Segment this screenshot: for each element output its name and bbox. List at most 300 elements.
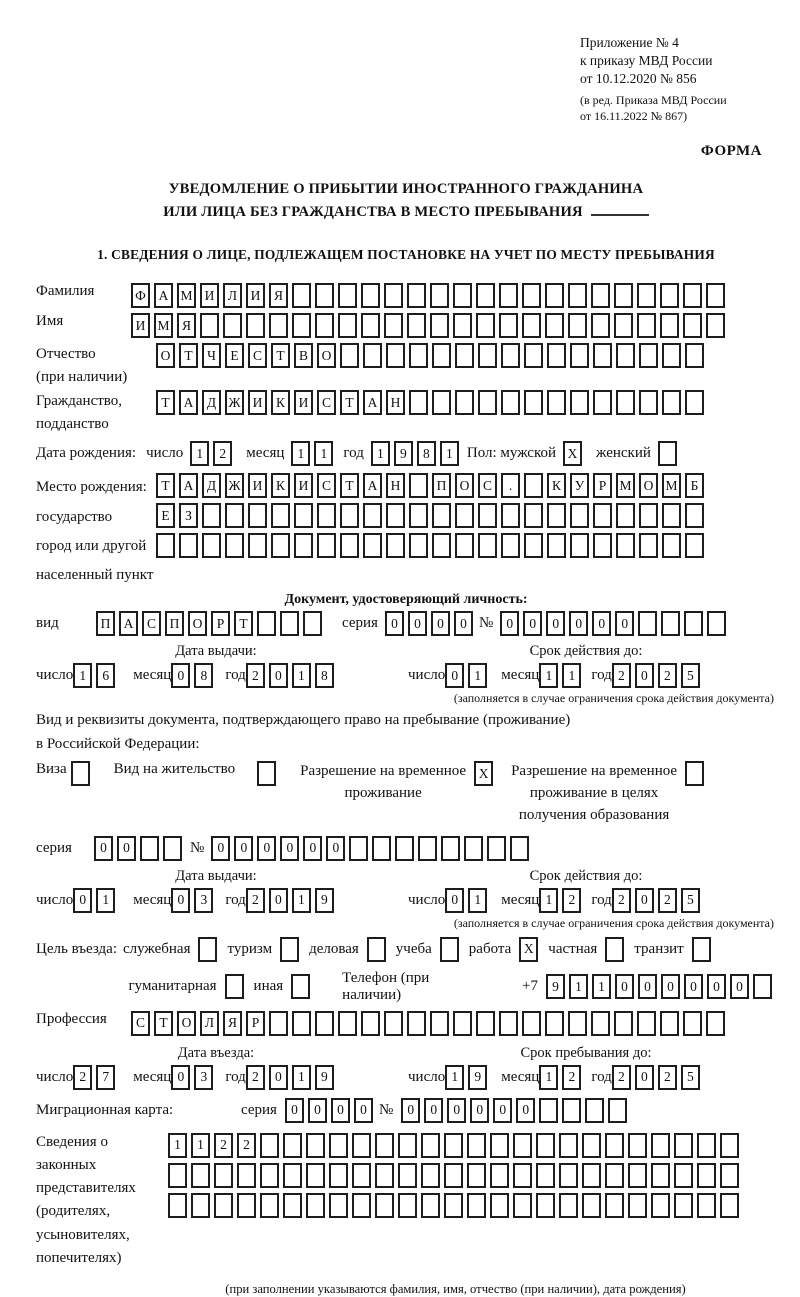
form-cell[interactable] <box>685 343 704 368</box>
form-cell[interactable] <box>384 283 403 308</box>
form-cell[interactable]: 0 <box>546 611 565 636</box>
form-cell[interactable] <box>168 1193 187 1218</box>
form-cell[interactable]: 0 <box>117 836 136 861</box>
form-cell[interactable] <box>706 283 725 308</box>
form-cell[interactable] <box>478 503 497 528</box>
form-cell[interactable] <box>168 1163 187 1188</box>
form-cell[interactable]: 0 <box>615 974 634 999</box>
checkbox-purpose-private[interactable] <box>605 937 624 962</box>
form-cell[interactable]: 1 <box>539 888 558 913</box>
form-cell[interactable] <box>683 313 702 338</box>
form-cell[interactable]: Я <box>269 283 288 308</box>
form-cell[interactable]: 9 <box>546 974 565 999</box>
form-cell[interactable] <box>660 283 679 308</box>
form-cell[interactable]: 1 <box>569 974 588 999</box>
form-cell[interactable] <box>582 1163 601 1188</box>
form-cell[interactable] <box>214 1163 233 1188</box>
form-cell[interactable]: Д <box>202 473 221 498</box>
form-cell[interactable] <box>651 1193 670 1218</box>
form-cell[interactable]: 1 <box>292 663 311 688</box>
form-cell[interactable] <box>614 313 633 338</box>
form-cell[interactable] <box>363 343 382 368</box>
form-cell[interactable]: Л <box>223 283 242 308</box>
form-cell[interactable] <box>539 1098 558 1123</box>
form-cell[interactable] <box>720 1163 739 1188</box>
form-cell[interactable] <box>361 313 380 338</box>
form-cell[interactable]: Н <box>386 473 405 498</box>
form-cell[interactable]: 8 <box>417 441 436 466</box>
form-cell[interactable]: 1 <box>539 663 558 688</box>
form-cell[interactable]: 3 <box>194 1065 213 1090</box>
form-cell[interactable] <box>432 503 451 528</box>
form-cell[interactable] <box>294 503 313 528</box>
form-cell[interactable]: 2 <box>612 1065 631 1090</box>
form-cell[interactable] <box>683 1011 702 1036</box>
form-cell[interactable] <box>706 1011 725 1036</box>
form-cell[interactable] <box>352 1193 371 1218</box>
form-cell[interactable]: П <box>96 611 115 636</box>
form-cell[interactable]: М <box>177 283 196 308</box>
form-cell[interactable] <box>545 283 564 308</box>
form-cell[interactable] <box>430 313 449 338</box>
form-cell[interactable] <box>499 1011 518 1036</box>
form-cell[interactable]: 1 <box>592 974 611 999</box>
form-cell[interactable] <box>306 1133 325 1158</box>
form-cell[interactable] <box>593 343 612 368</box>
form-cell[interactable] <box>292 313 311 338</box>
form-cell[interactable] <box>707 611 726 636</box>
form-cell[interactable] <box>616 390 635 415</box>
form-cell[interactable]: 1 <box>468 888 487 913</box>
form-cell[interactable] <box>386 503 405 528</box>
form-cell[interactable]: 2 <box>246 663 265 688</box>
form-cell[interactable]: 0 <box>257 836 276 861</box>
form-cell[interactable] <box>421 1163 440 1188</box>
form-cell[interactable] <box>614 1011 633 1036</box>
form-cell[interactable]: Б <box>685 473 704 498</box>
form-cell[interactable] <box>441 836 460 861</box>
form-cell[interactable]: А <box>119 611 138 636</box>
form-cell[interactable]: А <box>179 390 198 415</box>
form-cell[interactable]: 0 <box>269 663 288 688</box>
form-cell[interactable] <box>697 1133 716 1158</box>
form-cell[interactable] <box>513 1133 532 1158</box>
form-cell[interactable]: 1 <box>96 888 115 913</box>
form-cell[interactable]: 0 <box>385 611 404 636</box>
form-cell[interactable]: Т <box>234 611 253 636</box>
form-cell[interactable] <box>418 836 437 861</box>
form-cell[interactable] <box>246 313 265 338</box>
form-cell[interactable] <box>685 390 704 415</box>
form-cell[interactable] <box>315 283 334 308</box>
form-cell[interactable]: 0 <box>445 663 464 688</box>
form-cell[interactable] <box>191 1193 210 1218</box>
form-cell[interactable] <box>662 533 681 558</box>
form-cell[interactable] <box>651 1133 670 1158</box>
form-cell[interactable]: К <box>271 390 290 415</box>
form-cell[interactable]: 2 <box>658 1065 677 1090</box>
form-cell[interactable] <box>407 1011 426 1036</box>
form-cell[interactable]: 6 <box>96 663 115 688</box>
form-cell[interactable] <box>616 503 635 528</box>
form-cell[interactable] <box>409 473 428 498</box>
form-cell[interactable] <box>536 1163 555 1188</box>
form-cell[interactable]: 5 <box>681 1065 700 1090</box>
form-cell[interactable] <box>568 313 587 338</box>
form-cell[interactable]: 7 <box>96 1065 115 1090</box>
form-cell[interactable] <box>628 1193 647 1218</box>
checkbox-visa[interactable] <box>71 761 90 786</box>
form-cell[interactable] <box>421 1193 440 1218</box>
form-cell[interactable]: 2 <box>246 1065 265 1090</box>
form-cell[interactable] <box>329 1133 348 1158</box>
form-cell[interactable]: 0 <box>635 663 654 688</box>
checkbox-purpose-tourism[interactable] <box>280 937 299 962</box>
form-cell[interactable]: 0 <box>234 836 253 861</box>
form-cell[interactable]: А <box>154 283 173 308</box>
form-cell[interactable] <box>432 343 451 368</box>
form-cell[interactable] <box>453 313 472 338</box>
form-cell[interactable] <box>409 390 428 415</box>
form-cell[interactable] <box>605 1163 624 1188</box>
form-cell[interactable]: 2 <box>612 888 631 913</box>
form-cell[interactable]: 0 <box>569 611 588 636</box>
form-cell[interactable] <box>490 1193 509 1218</box>
form-cell[interactable] <box>317 503 336 528</box>
form-cell[interactable]: 2 <box>658 888 677 913</box>
form-cell[interactable]: Д <box>202 390 221 415</box>
form-cell[interactable] <box>605 1133 624 1158</box>
form-cell[interactable]: 0 <box>211 836 230 861</box>
form-cell[interactable]: 0 <box>171 1065 190 1090</box>
form-cell[interactable] <box>674 1133 693 1158</box>
form-cell[interactable] <box>467 1163 486 1188</box>
form-cell[interactable]: 1 <box>539 1065 558 1090</box>
form-cell[interactable] <box>407 313 426 338</box>
form-cell[interactable]: П <box>165 611 184 636</box>
form-cell[interactable] <box>283 1133 302 1158</box>
form-cell[interactable] <box>315 1011 334 1036</box>
form-cell[interactable]: Л <box>200 1011 219 1036</box>
form-cell[interactable]: 0 <box>523 611 542 636</box>
form-cell[interactable] <box>200 313 219 338</box>
form-cell[interactable] <box>568 1011 587 1036</box>
form-cell[interactable]: Е <box>225 343 244 368</box>
form-cell[interactable] <box>545 1011 564 1036</box>
form-cell[interactable] <box>513 1193 532 1218</box>
form-cell[interactable] <box>490 1133 509 1158</box>
form-cell[interactable] <box>455 343 474 368</box>
form-cell[interactable]: В <box>294 343 313 368</box>
form-cell[interactable] <box>363 533 382 558</box>
form-cell[interactable] <box>478 533 497 558</box>
form-cell[interactable]: 1 <box>292 888 311 913</box>
form-cell[interactable]: 0 <box>401 1098 420 1123</box>
form-cell[interactable]: 0 <box>73 888 92 913</box>
checkbox-male[interactable]: X <box>563 441 582 466</box>
form-cell[interactable] <box>637 1011 656 1036</box>
form-cell[interactable] <box>499 313 518 338</box>
form-cell[interactable] <box>536 1133 555 1158</box>
form-cell[interactable]: 0 <box>445 888 464 913</box>
form-cell[interactable] <box>352 1133 371 1158</box>
form-cell[interactable]: И <box>248 473 267 498</box>
form-cell[interactable] <box>513 1163 532 1188</box>
form-cell[interactable] <box>524 390 543 415</box>
form-cell[interactable] <box>570 343 589 368</box>
form-cell[interactable]: 0 <box>730 974 749 999</box>
form-cell[interactable] <box>409 533 428 558</box>
form-cell[interactable]: И <box>131 313 150 338</box>
form-cell[interactable] <box>547 390 566 415</box>
form-cell[interactable] <box>582 1133 601 1158</box>
form-cell[interactable]: 2 <box>562 1065 581 1090</box>
form-cell[interactable] <box>283 1193 302 1218</box>
form-cell[interactable] <box>430 283 449 308</box>
form-cell[interactable] <box>280 611 299 636</box>
form-cell[interactable] <box>547 343 566 368</box>
form-cell[interactable]: 1 <box>190 441 209 466</box>
form-cell[interactable] <box>651 1163 670 1188</box>
form-cell[interactable] <box>720 1193 739 1218</box>
form-cell[interactable] <box>697 1193 716 1218</box>
form-cell[interactable] <box>476 313 495 338</box>
form-cell[interactable] <box>510 836 529 861</box>
form-cell[interactable] <box>375 1133 394 1158</box>
form-cell[interactable] <box>444 1133 463 1158</box>
form-cell[interactable] <box>639 343 658 368</box>
form-cell[interactable]: 2 <box>612 663 631 688</box>
form-cell[interactable] <box>315 313 334 338</box>
form-cell[interactable]: У <box>570 473 589 498</box>
form-cell[interactable] <box>306 1193 325 1218</box>
form-cell[interactable]: 0 <box>331 1098 350 1123</box>
form-cell[interactable]: Р <box>211 611 230 636</box>
form-cell[interactable] <box>421 1133 440 1158</box>
form-cell[interactable] <box>524 343 543 368</box>
form-cell[interactable]: И <box>200 283 219 308</box>
form-cell[interactable]: 9 <box>468 1065 487 1090</box>
form-cell[interactable]: 0 <box>171 888 190 913</box>
form-cell[interactable]: Т <box>340 473 359 498</box>
form-cell[interactable] <box>501 390 520 415</box>
form-cell[interactable]: М <box>154 313 173 338</box>
form-cell[interactable] <box>248 503 267 528</box>
form-cell[interactable] <box>223 313 242 338</box>
form-cell[interactable]: О <box>639 473 658 498</box>
form-cell[interactable] <box>269 313 288 338</box>
form-cell[interactable]: 1 <box>168 1133 187 1158</box>
form-cell[interactable] <box>605 1193 624 1218</box>
form-cell[interactable]: Р <box>593 473 612 498</box>
checkbox-purpose-humanitarian[interactable] <box>225 974 244 999</box>
form-cell[interactable] <box>340 503 359 528</box>
form-cell[interactable]: З <box>179 503 198 528</box>
form-cell[interactable]: 1 <box>440 441 459 466</box>
form-cell[interactable] <box>568 283 587 308</box>
checkbox-purpose-official[interactable] <box>198 937 217 962</box>
form-cell[interactable] <box>697 1163 716 1188</box>
form-cell[interactable]: Ж <box>225 473 244 498</box>
form-cell[interactable]: Т <box>156 390 175 415</box>
form-cell[interactable] <box>753 974 772 999</box>
form-cell[interactable] <box>294 533 313 558</box>
form-cell[interactable]: 0 <box>285 1098 304 1123</box>
form-cell[interactable] <box>522 313 541 338</box>
form-cell[interactable]: 0 <box>516 1098 535 1123</box>
form-cell[interactable] <box>593 503 612 528</box>
form-cell[interactable] <box>271 533 290 558</box>
checkbox-purpose-transit[interactable] <box>692 937 711 962</box>
form-cell[interactable] <box>292 1011 311 1036</box>
form-cell[interactable]: 0 <box>171 663 190 688</box>
form-cell[interactable] <box>582 1193 601 1218</box>
form-cell[interactable] <box>545 313 564 338</box>
form-cell[interactable] <box>522 1011 541 1036</box>
form-cell[interactable] <box>156 533 175 558</box>
form-cell[interactable] <box>522 283 541 308</box>
form-cell[interactable] <box>202 503 221 528</box>
form-cell[interactable] <box>237 1193 256 1218</box>
form-cell[interactable] <box>628 1133 647 1158</box>
form-cell[interactable] <box>501 503 520 528</box>
form-cell[interactable] <box>570 503 589 528</box>
form-cell[interactable]: 5 <box>681 888 700 913</box>
form-cell[interactable]: Т <box>156 473 175 498</box>
form-cell[interactable]: А <box>363 390 382 415</box>
form-cell[interactable] <box>524 533 543 558</box>
form-cell[interactable]: 0 <box>592 611 611 636</box>
form-cell[interactable]: 0 <box>635 888 654 913</box>
form-cell[interactable]: 0 <box>269 888 288 913</box>
form-cell[interactable]: 3 <box>194 888 213 913</box>
form-cell[interactable] <box>225 503 244 528</box>
checkbox-residence-permit[interactable] <box>257 761 276 786</box>
form-cell[interactable]: 0 <box>500 611 519 636</box>
form-cell[interactable] <box>444 1193 463 1218</box>
form-cell[interactable] <box>706 313 725 338</box>
form-cell[interactable]: 2 <box>246 888 265 913</box>
form-cell[interactable]: О <box>317 343 336 368</box>
form-cell[interactable]: 1 <box>445 1065 464 1090</box>
form-cell[interactable] <box>639 503 658 528</box>
form-cell[interactable] <box>662 390 681 415</box>
form-cell[interactable]: 0 <box>635 1065 654 1090</box>
form-cell[interactable] <box>375 1163 394 1188</box>
form-cell[interactable]: С <box>317 390 336 415</box>
form-cell[interactable]: Я <box>177 313 196 338</box>
form-cell[interactable]: 9 <box>315 888 334 913</box>
form-cell[interactable]: О <box>156 343 175 368</box>
form-cell[interactable] <box>237 1163 256 1188</box>
form-cell[interactable]: С <box>131 1011 150 1036</box>
form-cell[interactable]: 2 <box>213 441 232 466</box>
form-cell[interactable] <box>257 611 276 636</box>
form-cell[interactable]: Т <box>154 1011 173 1036</box>
form-cell[interactable]: Ж <box>225 390 244 415</box>
form-cell[interactable] <box>464 836 483 861</box>
form-cell[interactable] <box>501 533 520 558</box>
form-cell[interactable] <box>467 1133 486 1158</box>
form-cell[interactable]: 8 <box>315 663 334 688</box>
form-cell[interactable]: 2 <box>73 1065 92 1090</box>
form-cell[interactable]: 2 <box>237 1133 256 1158</box>
form-cell[interactable]: С <box>317 473 336 498</box>
form-cell[interactable] <box>340 343 359 368</box>
form-cell[interactable]: Ч <box>202 343 221 368</box>
form-cell[interactable] <box>317 533 336 558</box>
form-cell[interactable] <box>639 533 658 558</box>
form-cell[interactable] <box>570 533 589 558</box>
form-cell[interactable] <box>407 283 426 308</box>
form-cell[interactable] <box>524 503 543 528</box>
form-cell[interactable] <box>372 836 391 861</box>
form-cell[interactable]: . <box>501 473 520 498</box>
form-cell[interactable] <box>559 1193 578 1218</box>
checkbox-rvp-education[interactable] <box>685 761 704 786</box>
form-cell[interactable] <box>398 1133 417 1158</box>
form-cell[interactable] <box>349 836 368 861</box>
form-cell[interactable] <box>591 1011 610 1036</box>
form-cell[interactable] <box>478 390 497 415</box>
form-cell[interactable] <box>432 533 451 558</box>
form-cell[interactable]: 0 <box>615 611 634 636</box>
form-cell[interactable]: А <box>179 473 198 498</box>
form-cell[interactable]: 0 <box>493 1098 512 1123</box>
form-cell[interactable] <box>614 283 633 308</box>
form-cell[interactable] <box>202 533 221 558</box>
form-cell[interactable] <box>179 533 198 558</box>
form-cell[interactable]: О <box>188 611 207 636</box>
form-cell[interactable]: 5 <box>681 663 700 688</box>
form-cell[interactable] <box>674 1193 693 1218</box>
form-cell[interactable] <box>616 533 635 558</box>
form-cell[interactable]: 1 <box>562 663 581 688</box>
form-cell[interactable]: 0 <box>707 974 726 999</box>
form-cell[interactable] <box>547 503 566 528</box>
form-cell[interactable]: 0 <box>303 836 322 861</box>
form-cell[interactable] <box>674 1163 693 1188</box>
form-cell[interactable]: И <box>294 473 313 498</box>
form-cell[interactable] <box>501 343 520 368</box>
form-cell[interactable]: 0 <box>470 1098 489 1123</box>
form-cell[interactable] <box>338 313 357 338</box>
checkbox-purpose-business[interactable] <box>367 937 386 962</box>
form-cell[interactable] <box>661 611 680 636</box>
form-cell[interactable]: 0 <box>424 1098 443 1123</box>
form-cell[interactable]: 1 <box>73 663 92 688</box>
form-cell[interactable] <box>260 1163 279 1188</box>
form-cell[interactable] <box>455 503 474 528</box>
form-cell[interactable] <box>585 1098 604 1123</box>
form-cell[interactable] <box>409 503 428 528</box>
form-cell[interactable]: П <box>432 473 451 498</box>
form-cell[interactable]: 0 <box>684 974 703 999</box>
form-cell[interactable]: 2 <box>214 1133 233 1158</box>
form-cell[interactable] <box>338 1011 357 1036</box>
form-cell[interactable] <box>638 611 657 636</box>
form-cell[interactable]: Т <box>340 390 359 415</box>
form-cell[interactable]: Т <box>179 343 198 368</box>
form-cell[interactable]: Ф <box>131 283 150 308</box>
form-cell[interactable]: 0 <box>454 611 473 636</box>
form-cell[interactable]: 1 <box>291 441 310 466</box>
checkbox-purpose-work[interactable]: X <box>519 937 538 962</box>
form-cell[interactable]: Е <box>156 503 175 528</box>
form-cell[interactable] <box>660 1011 679 1036</box>
form-cell[interactable]: С <box>248 343 267 368</box>
form-cell[interactable] <box>524 473 543 498</box>
